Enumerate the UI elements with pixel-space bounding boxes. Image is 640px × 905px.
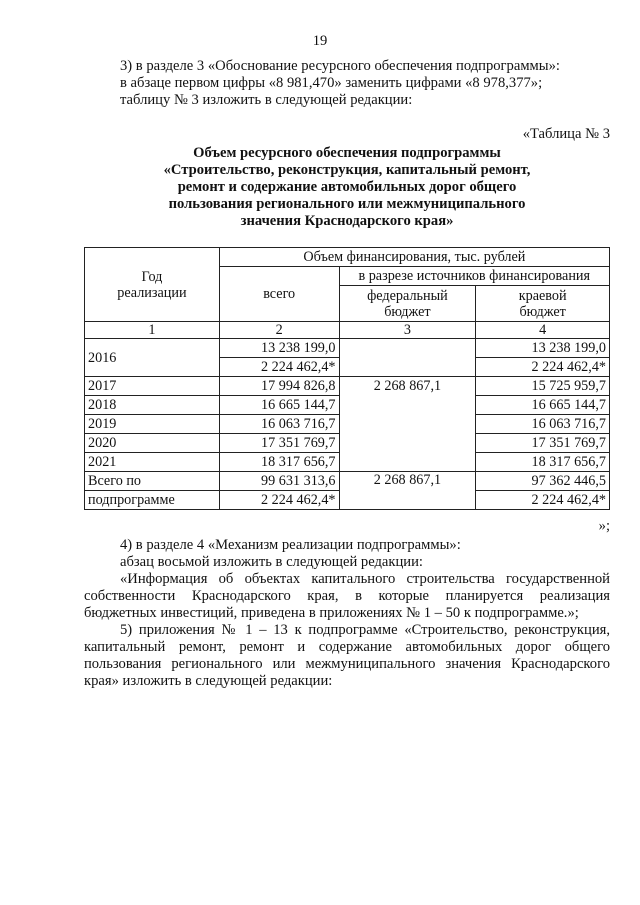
section5-line-4: края» изложить в следующей редакции: [84,673,333,689]
federal-cell [339,434,476,453]
header-federal-line-2: бюджет [384,303,431,320]
column-number: 2 [219,322,339,339]
total-cell: 2 224 462,4* [219,358,339,377]
grand-federal-cell: 2 268 867,1 [339,472,476,510]
year-cell: 2017 [85,377,220,396]
table-row [85,396,610,415]
table-row [85,434,610,453]
section5-line-2: капитальный ремонт, ремонт и содержание автомобильных дорог общего [84,639,610,655]
section4-quote-line-1: «Информация об объектах капитального строительства государственной [120,571,610,587]
regional-cell: 16 063 716,7 [476,415,610,434]
intro-line-1: 3) в разделе 3 «Обоснование ресурсного обеспечения подпрограммы»: [120,58,560,74]
table-row [85,377,610,396]
column-number: 3 [339,322,476,339]
year-cell: 2019 [85,415,220,434]
section5-line-3: пользования регионального или межмуниципального значения Краснодарского [84,656,610,672]
total-cell: 16 063 716,7 [219,415,339,434]
header-year-line-2: реализации [117,284,187,301]
total-cell: 16 665 144,7 [219,396,339,415]
regional-cell: 15 725 959,7 [476,377,610,396]
year-cell: 2021 [85,453,220,472]
page-number: 19 [312,33,328,49]
regional-cell: 16 665 144,7 [476,396,610,415]
section4-quote-line-2: собственности Краснодарского края, в которые планируется реализация [84,588,610,604]
year-cell: 2020 [85,434,220,453]
header-federal [339,286,476,322]
table-row [85,415,610,434]
table-title-line-4: пользования регионального или межмуниципального [168,196,526,212]
grand-total-cell: 99 631 313,6 [219,472,339,491]
header-total: всего [219,267,339,322]
column-number-row [85,322,610,339]
table-label: «Таблица № 3 [522,126,610,142]
header-year [85,248,220,322]
table-row [85,453,610,472]
section5-line-1: 5) приложения № 1 – 13 к подпрограмме «Строительство, реконструкция, [120,622,610,638]
regional-cell: 2 224 462,4* [476,358,610,377]
grand-total-cell: 2 224 462,4* [219,491,339,510]
federal-cell [339,396,476,415]
total-label-line-1: Всего по [85,472,220,491]
federal-cell [339,415,476,434]
total-cell: 17 994 826,8 [219,377,339,396]
table-header-row [85,248,610,267]
table-title-line-5: значения Краснодарского края» [240,213,454,229]
header-regional [476,286,610,322]
table-title-line-1: Объем ресурсного обеспечения подпрограммы [193,145,501,161]
total-cell: 18 317 656,7 [219,453,339,472]
column-number: 1 [85,322,220,339]
year-cell: 2016 [85,339,220,377]
header-year-line-1: Год [141,268,163,285]
section4-line-1: 4) в разделе 4 «Механизм реализации подпрограммы»: [120,537,461,553]
section4-line-2: абзац восьмой изложить в следующей редакции: [120,554,423,570]
regional-cell: 13 238 199,0 [476,339,610,358]
table-title-line-3: ремонт и содержание автомобильных дорог общего [177,179,517,195]
intro-line-3: таблицу № 3 изложить в следующей редакции: [120,92,413,108]
total-row [85,472,610,491]
funding-table [84,247,610,510]
total-label-line-2: подпрограмме [85,491,220,510]
total-cell: 17 351 769,7 [219,434,339,453]
header-regional-line-1: краевой [518,287,567,304]
intro-line-2: в абзаце первом цифры «8 981,470» заменить цифрами «8 978,377»; [120,75,543,91]
grand-regional-cell: 2 224 462,4* [476,491,610,510]
section4-quote-line-3: бюджетных инвестиций, приведена в приложениях № 1 – 50 к подпрограмме.»; [84,605,579,621]
header-sources: в разрезе источников финансирования [339,267,609,286]
federal-cell [339,453,476,472]
federal-cell: 2 268 867,1 [339,377,476,396]
column-number: 4 [476,322,610,339]
year-cell: 2018 [85,396,220,415]
federal-cell [339,339,476,377]
header-regional-line-2: бюджет [519,303,566,320]
grand-regional-cell: 97 362 446,5 [476,472,610,491]
regional-cell: 18 317 656,7 [476,453,610,472]
header-federal-line-1: федеральный [367,287,448,304]
table-title-line-2: «Строительство, реконструкция, капитальный ремонт, [163,162,531,178]
regional-cell: 17 351 769,7 [476,434,610,453]
total-cell: 13 238 199,0 [219,339,339,358]
table-row [85,339,610,358]
header-funding: Объем финансирования, тыс. рублей [219,248,609,267]
table-end-mark: »; [598,518,610,534]
